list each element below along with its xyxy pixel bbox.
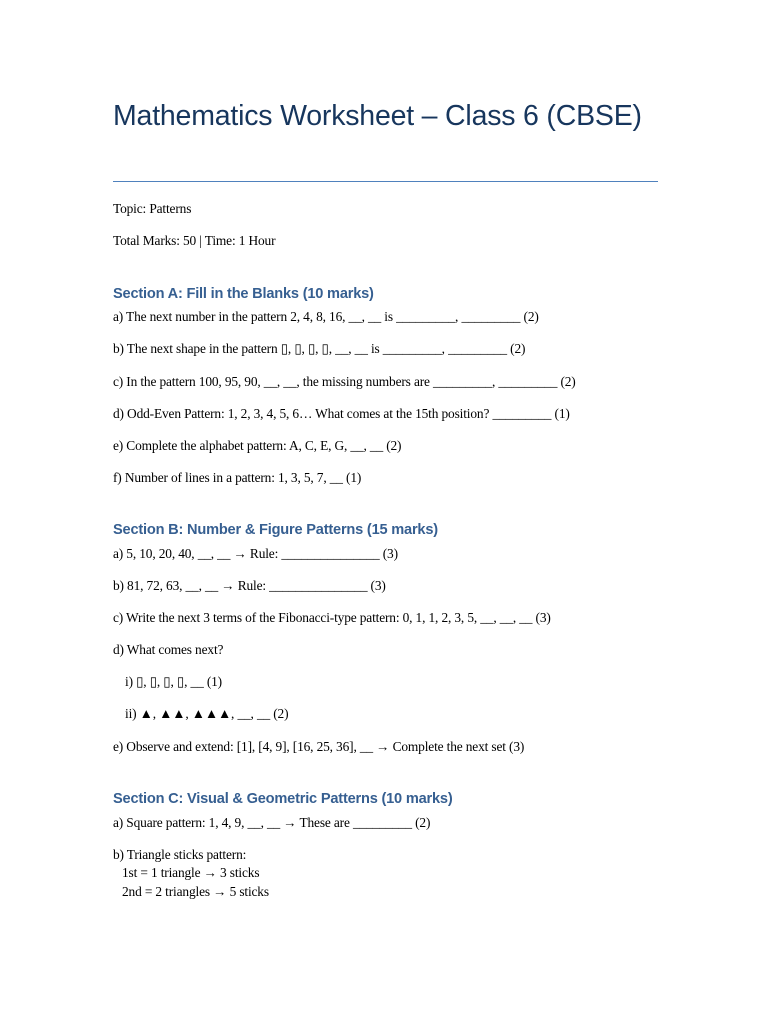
question-b-b: b) 81, 72, 63, __, __ → Rule: _______________ (3) [113,578,386,593]
question-c-b: b) Triangle sticks pattern: [113,847,247,862]
question-b-d: d) What comes next? [113,642,224,657]
marks-time-line: Total Marks: 50 | Time: 1 Hour [113,233,276,248]
question-a-a: a) The next number in the pattern 2, 4, 8, 16, __, __ is _________, _________ (2) [113,309,539,324]
section-a-heading: Section A: Fill in the Blanks (10 marks) [113,286,374,302]
question-a-e: e) Complete the alphabet pattern: A, C, E, G, __, __ (2) [113,438,402,453]
question-c-b-line2: 2nd = 2 triangles → 5 sticks [122,884,269,899]
section-c-heading: Section C: Visual & Geometric Patterns (10 marks) [113,791,453,807]
question-a-b: b) The next shape in the pattern ▯, ▯, ▯, ▯, __, __ is _________, _________ (2) [113,341,526,356]
question-a-f: f) Number of lines in a pattern: 1, 3, 5, 7, __ (1) [113,470,362,485]
topic-line: Topic: Patterns [113,201,192,216]
title-divider [113,181,658,182]
section-b-heading: Section B: Number & Figure Patterns (15 marks) [113,522,438,538]
question-b-e: e) Observe and extend: [1], [4, 9], [16, 25, 36], __ → Complete the next set (3) [113,739,525,754]
question-b-a: a) 5, 10, 20, 40, __, __ → Rule: _______________ (3) [113,546,398,561]
page-title: Mathematics Worksheet – Class 6 (CBSE) [113,100,642,132]
question-c-a: a) Square pattern: 1, 4, 9, __, __ → These are _________ (2) [113,815,431,830]
question-a-d: d) Odd-Even Pattern: 1, 2, 3, 4, 5, 6… What comes at the 15th position? _________ (1) [113,406,570,421]
question-b-c: c) Write the next 3 terms of the Fibonacci-type pattern: 0, 1, 1, 2, 3, 5, __, __, __ (3) [113,610,551,625]
question-b-d-ii: ii) ▲, ▲▲, ▲▲▲, __, __ (2) [125,706,289,721]
question-a-c: c) In the pattern 100, 95, 90, __, __, the missing numbers are _________, _________ (2) [113,374,576,389]
question-c-b-line1: 1st = 1 triangle → 3 sticks [122,865,260,880]
question-b-d-i: i) ▯, ▯, ▯, ▯, __ (1) [125,674,222,689]
